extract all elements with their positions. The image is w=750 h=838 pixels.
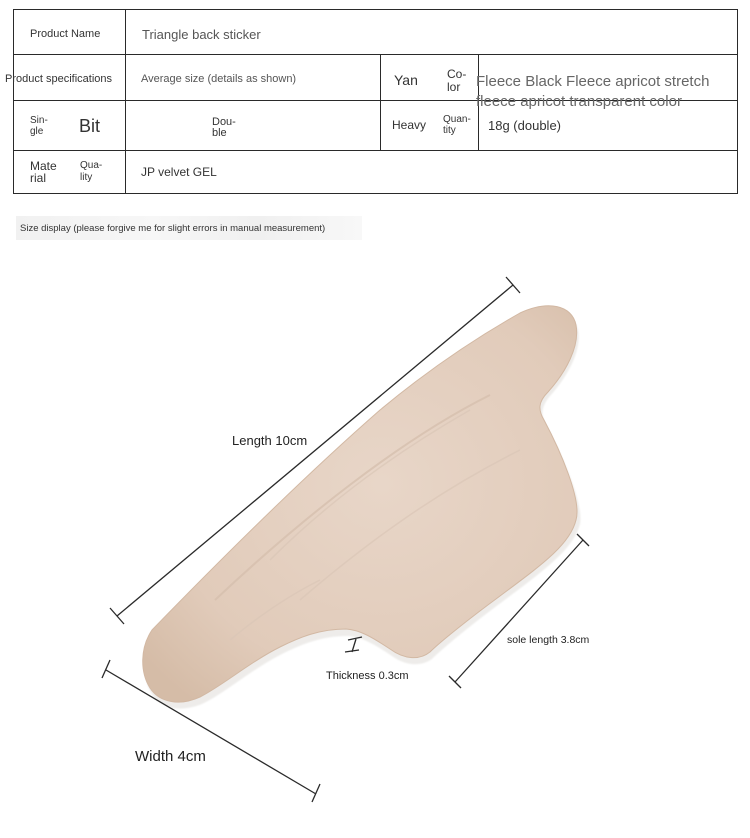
product-name-value: Triangle back sticker: [142, 27, 261, 42]
specifications-value: Average size (details as shown): [141, 73, 297, 85]
weight-value: 18g (double): [488, 118, 561, 133]
material-value: JP velvet GEL: [141, 165, 217, 179]
weight-label-quan: Quan-: [443, 114, 471, 125]
color-value-line1: Fleece Black Fleece apricot stretch: [476, 73, 710, 90]
width-label: Width 4cm: [135, 748, 206, 765]
single-label-a2: gle: [30, 126, 44, 137]
product-name-label: Product Name: [30, 28, 101, 40]
single-label-a1: Sin-: [30, 115, 48, 126]
thickness-marker: [345, 637, 362, 652]
length-label: Length 10cm: [232, 433, 308, 448]
quality-label-b: lity: [80, 172, 93, 183]
size-caption: Size display (please forgive me for slight errors in manual measurement): [20, 223, 326, 234]
single-label-bit: Bit: [79, 116, 101, 136]
color-label-co: Co-: [447, 67, 467, 81]
double-value-b: ble: [212, 127, 227, 139]
weight-label-heavy: Heavy: [392, 118, 427, 132]
color-label-lor: lor: [447, 80, 461, 94]
sole-length-label: sole length 3.8cm: [507, 634, 590, 646]
specifications-label: Product specifications: [5, 73, 112, 85]
quality-label-a: Qua-: [80, 160, 103, 171]
material-label-a2: rial: [30, 171, 47, 185]
color-label-yan: Yan: [394, 72, 418, 88]
double-value-a: Dou-: [212, 116, 236, 128]
material-label-a1: Mate: [30, 159, 57, 173]
weight-label-tity: tity: [443, 125, 456, 136]
color-value-line2: fleece apricot transparent color: [476, 93, 682, 110]
thickness-label: Thickness 0.3cm: [326, 670, 409, 682]
